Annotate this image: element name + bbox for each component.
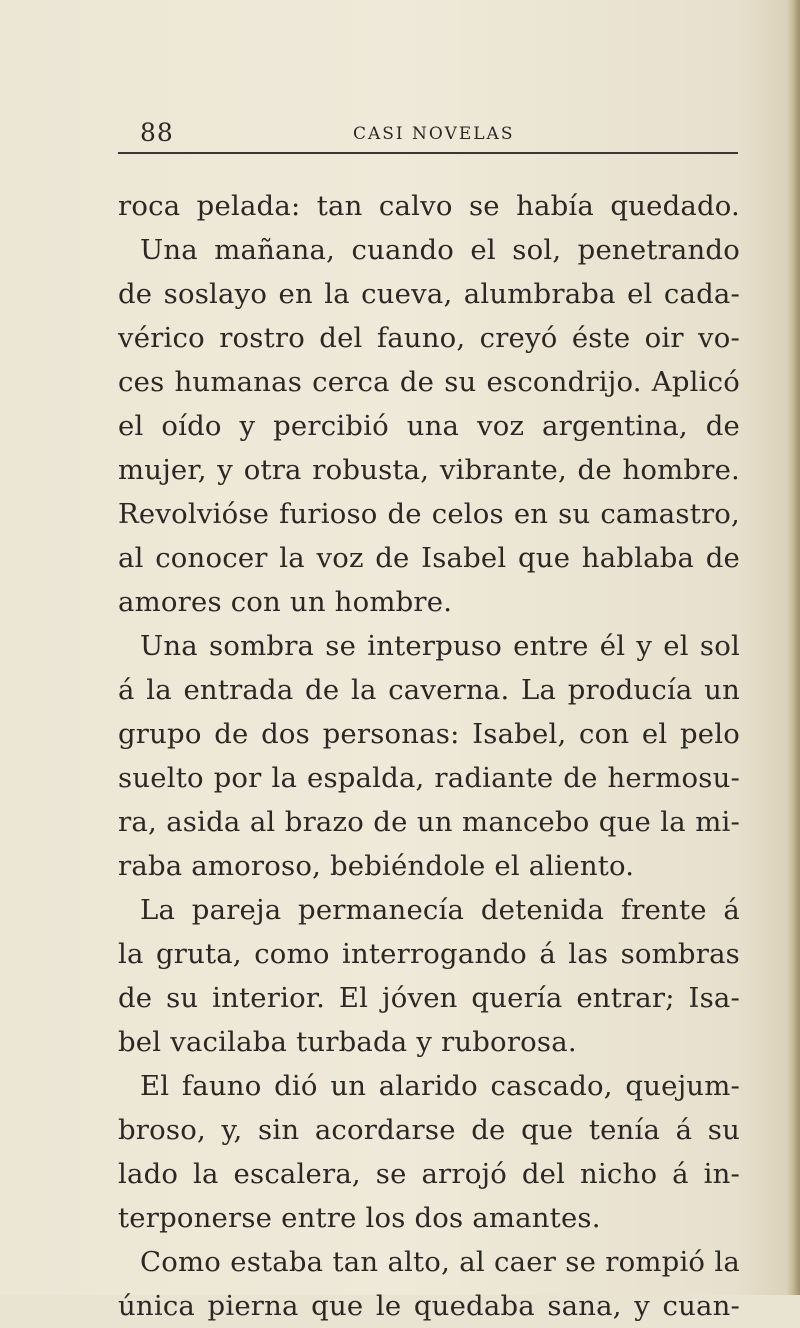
text-line: Como estaba tan alto, al caer se rompió la — [140, 1246, 740, 1278]
text-line: ra, asida al brazo de un mancebo que la mi- — [118, 806, 740, 838]
text-line: la gruta, como interrogando á las sombras — [118, 938, 740, 970]
header-rule — [118, 152, 738, 154]
page-header — [140, 118, 735, 148]
text-line: raba amoroso, bebiéndole el aliento. — [118, 850, 635, 882]
text-line: bel vacilaba turbada y ruborosa. — [118, 1026, 577, 1058]
text-line: terponerse entre los dos amantes. — [118, 1202, 601, 1234]
text-line: Una mañana, cuando el sol, penetrando — [140, 234, 740, 266]
text-line: á la entrada de la caverna. La producía un — [118, 674, 740, 706]
text-line: La pareja permanecía detenida frente á — [140, 894, 740, 926]
body-text — [118, 184, 740, 1328]
text-line: broso, y, sin acordarse de que tenía á su — [118, 1114, 740, 1146]
text-line: suelto por la espalda, radiante de hermosu- — [118, 762, 740, 794]
text-line: grupo de dos personas: Isabel, con el pelo — [118, 718, 740, 750]
text-line: Una sombra se interpuso entre él y el sol — [140, 630, 740, 662]
text-line: amores con un hombre. — [118, 586, 453, 618]
text-line: lado la escalera, se arrojó del nicho á in- — [118, 1158, 740, 1190]
text-line: mujer, y otra robusta, vibrante, de hombre. — [118, 454, 740, 486]
text-line: única pierna que le quedaba sana, y cuan- — [118, 1290, 740, 1322]
text-line: al conocer la voz de Isabel que hablaba de — [118, 542, 740, 574]
text-line: El fauno dió un alarido cascado, quejum- — [140, 1070, 740, 1102]
page-number: 88 — [140, 118, 174, 147]
text-line: vérico rostro del fauno, creyó éste oir vo- — [118, 322, 740, 354]
text-line: roca pelada: tan calvo se había quedado. — [118, 190, 740, 222]
text-line: de soslayo en la cueva, alumbraba el cada- — [118, 278, 740, 310]
text-line: ces humanas cerca de su escondrijo. Aplicó — [118, 366, 740, 398]
text-line: el oído y percibió una voz argentina, de — [118, 410, 740, 442]
page-edge-shadow — [786, 0, 800, 1295]
running-head: CASI NOVELAS — [353, 124, 515, 144]
text-line: Revolvióse furioso de celos en su camastro, — [118, 498, 740, 530]
text-line: de su interior. El jóven quería entrar; Isa- — [118, 982, 740, 1014]
